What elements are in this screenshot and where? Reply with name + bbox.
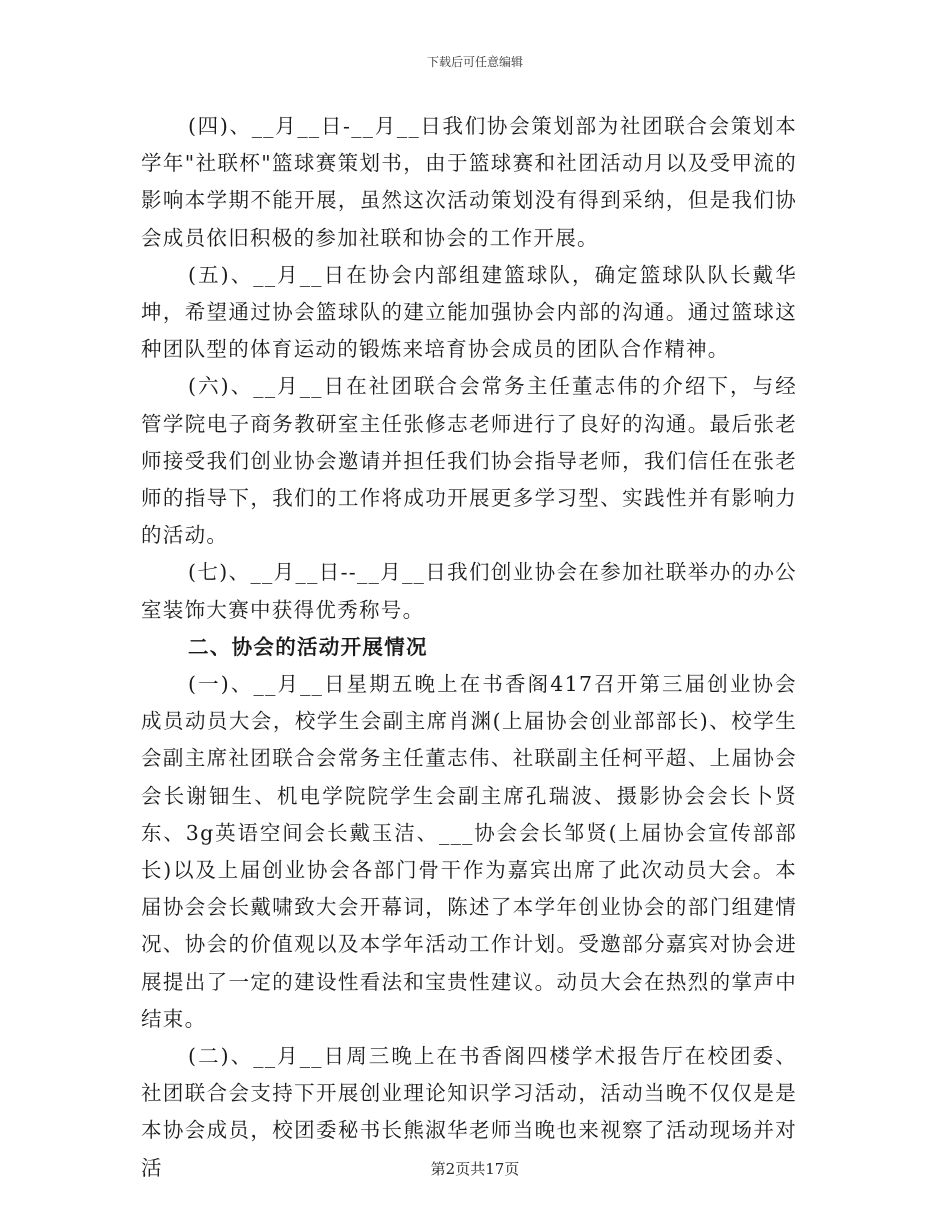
page-number: 第2页共17页 (430, 1160, 520, 1178)
section-heading: 二、协会的活动开展情况 (188, 634, 428, 659)
document-body (141, 108, 797, 1187)
paragraph-6: (六)、__月__日在社团联合会常务主任董志伟的介绍下，与经管学院电子商务教研室主任张修志老师进行了良好的沟通。最后张老师接受我们创业协会邀请并担任我们协会指导老师，我们信任在张老师的指导下，我们的工作将成功开展更多学习型、实践性并有影响力的活动。 (141, 374, 797, 548)
paragraph-5: (五)、__月__日在协会内部组建篮球队，确定篮球队队长戴华坤，希望通过协会篮球队的建立能加强协会内部的沟通。通过篮球这种团队型的体育运动的锻炼来培育协会成员的团队合作精神。 (141, 262, 797, 362)
section-paragraph-1: (一)、__月__日星期五晚上在书香阁417召开第三届创业协会成员动员大会，校学生会副主席肖渊(上届协会创业部部长)、校学生会副主席社团联合会常务主任董志伟、社联副主任柯平超、上届协会会长谢钿生、机电学院院学生会副主席孔瑞波、摄影协会会长卜贤东、3g英语空间会长戴玉洁、___协会会长邹贤(上届协会宣传部部长)以及上届创业协会各部门骨干作为嘉宾出席了此次动员大会。本届协会会长戴啸致大会开幕词，陈述了本学年创业协会的部门组建情况、协会的价值观以及本学年活动工作计划。受邀部分嘉宾对协会进展提出了一定的建设性看法和宝贵性建议。动员大会在热烈的掌声中结束。 (141, 672, 797, 1031)
paragraph-4: (四)、__月__日-__月__日我们协会策划部为社团联合会策划本学年"社联杯"篮球赛策划书，由于篮球赛和社团活动月以及受甲流的影响本学期不能开展，虽然这次活动策划没有得到采纳，但是我们协会成员依旧积极的参加社联和协会的工作开展。 (141, 114, 797, 250)
page-header-note: 下载后可任意编辑 (426, 55, 523, 69)
paragraph-7: (七)、__月__日--__月__日我们创业协会在参加社联举办的办公室装饰大赛中获得优秀称号。 (141, 560, 797, 622)
section-paragraph-2: (二)、__月__日周三晚上在书香阁四楼学术报告厅在校团委、社团联合会支持下开展创业理论知识学习活动，活动当晚不仅仅是是本协会成员，校团委秘书长熊淑华老师当晚也来视察了活动现场并对活 (141, 1044, 797, 1180)
